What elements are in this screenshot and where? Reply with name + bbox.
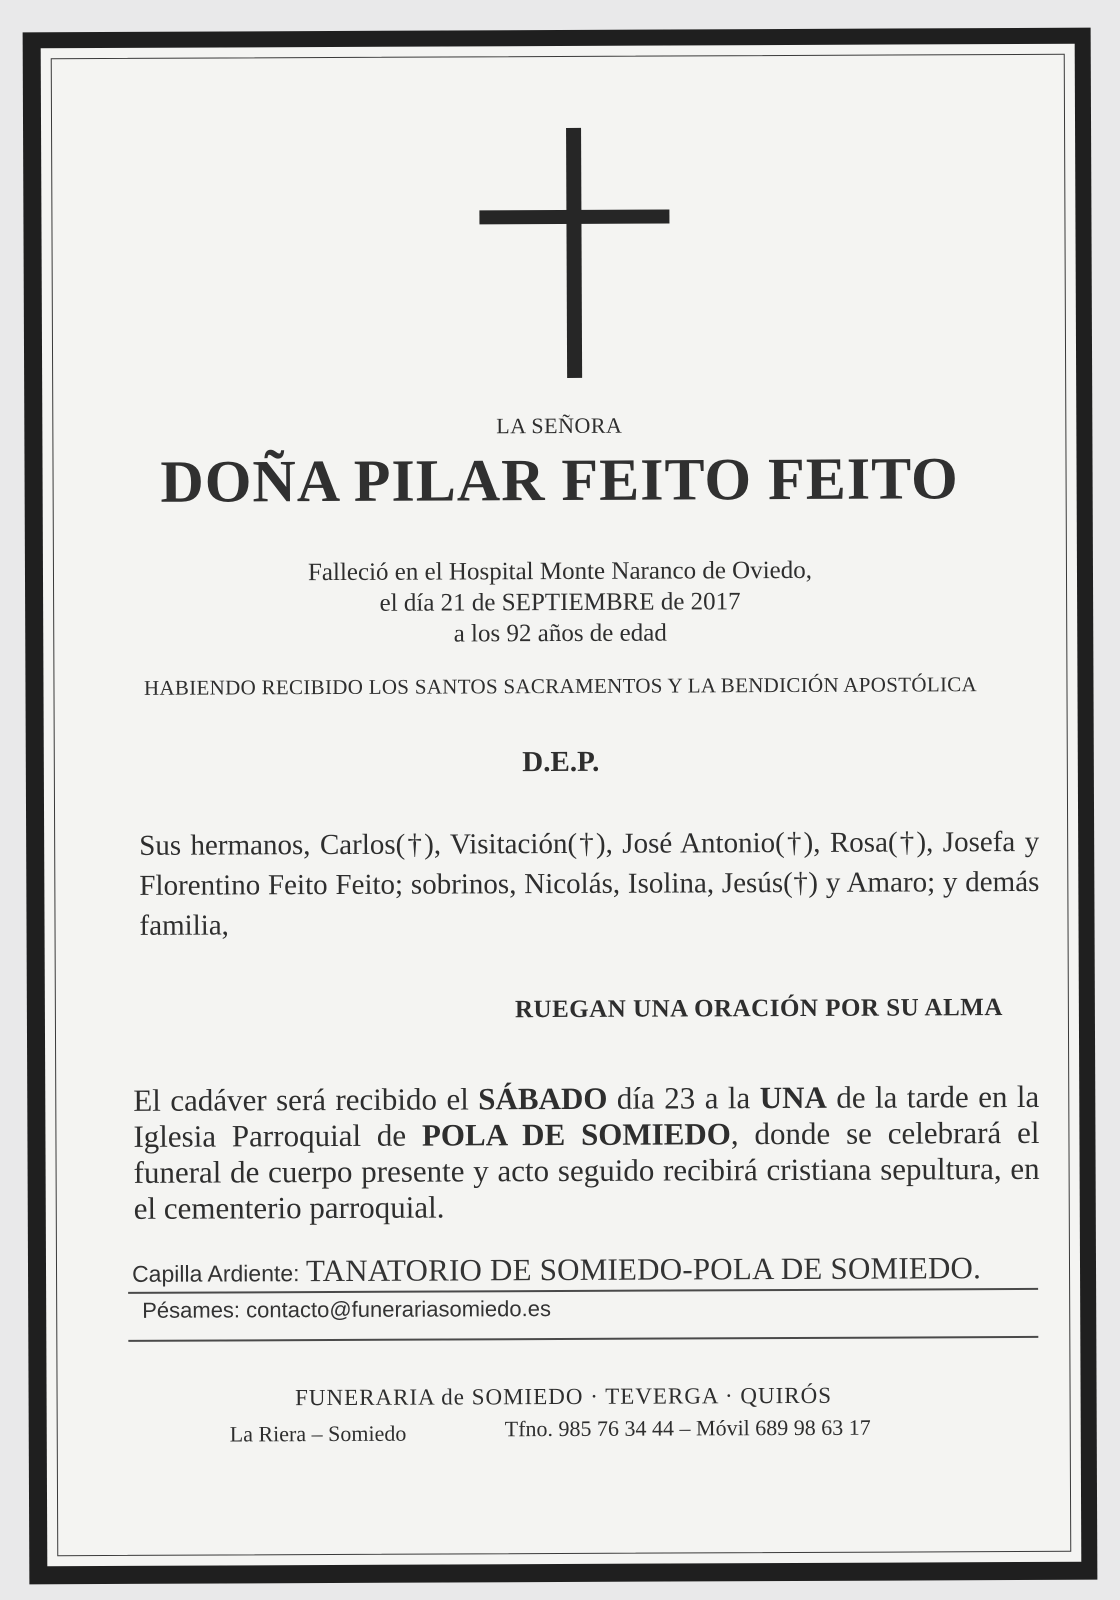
chapel-label: Capilla Ardiente: [131, 1260, 306, 1287]
death-date: el día 21 de SEPTIEMBRE de 2017 [379, 588, 741, 617]
funeral-paragraph [133, 1079, 1040, 1227]
chapel-line [132, 1250, 1038, 1290]
funeral-home-phones: Tfno. 985 76 34 44 – Móvil 689 98 63 17 [504, 1414, 871, 1442]
funeral-place: POLA DE SOMIEDO [421, 1116, 731, 1153]
dep-heading: D.E.P. [522, 745, 600, 779]
funeral-day: SÁBADO [478, 1080, 608, 1117]
divider-bottom [128, 1336, 1038, 1342]
funeral-text-1: El cadáver será recibido el [133, 1081, 479, 1118]
death-info [43, 554, 1077, 652]
funeral-text-3: de la tarde en la Iglesia Parroquial de [133, 1078, 1040, 1154]
sacraments-line: HABIENDO RECIBIDO LOS SANTOS SACRAMENTOS Y LA BENDICIÓN APOSTÓLICA [143, 672, 978, 700]
honorific: LA SEÑORA [496, 412, 623, 439]
death-age: a los 92 años de edad [453, 619, 667, 648]
family-paragraph: Sus hermanos, Carlos(†), Visitación(†), José Antonio(†), Rosa(†), Josefa y Florentino Feito Feito; sobrinos, Nicolás, Isolina, Jesús(†) y Amaro; y demás familia, [139, 825, 1040, 942]
deceased-name: DOÑA PILAR FEITO FEITO [160, 445, 959, 515]
funeral-text-4: , donde se celebrará el funeral de cuerpo presente y acto seguido recibirá cristiana sepultura, en el cementerio parroquial. [133, 1114, 1040, 1226]
funeral-home-address: La Riera – Somiedo [229, 1420, 407, 1447]
funeral-text-2: día 23 a la [607, 1080, 760, 1116]
prayer-request: RUEGAN UNA ORACIÓN POR SU ALMA [514, 994, 1003, 1024]
mourning-card-frame [23, 28, 1098, 1585]
card-paper [41, 44, 1082, 1566]
funeral-hour: UNA [759, 1079, 827, 1116]
funeral-home-name: FUNERARIA de SOMIEDO · TEVERGA · QUIRÓS [295, 1382, 833, 1411]
chapel-value: TANATORIO DE SOMIEDO-POLA DE SOMIEDO. [305, 1250, 982, 1289]
death-place: Falleció en el Hospital Monte Naranco de Oviedo, [307, 556, 813, 587]
condolences-email[interactable]: Pésames: contacto@funerariasomiedo.es [142, 1296, 552, 1323]
card-content [41, 44, 1082, 1566]
cross-icon [479, 128, 670, 379]
